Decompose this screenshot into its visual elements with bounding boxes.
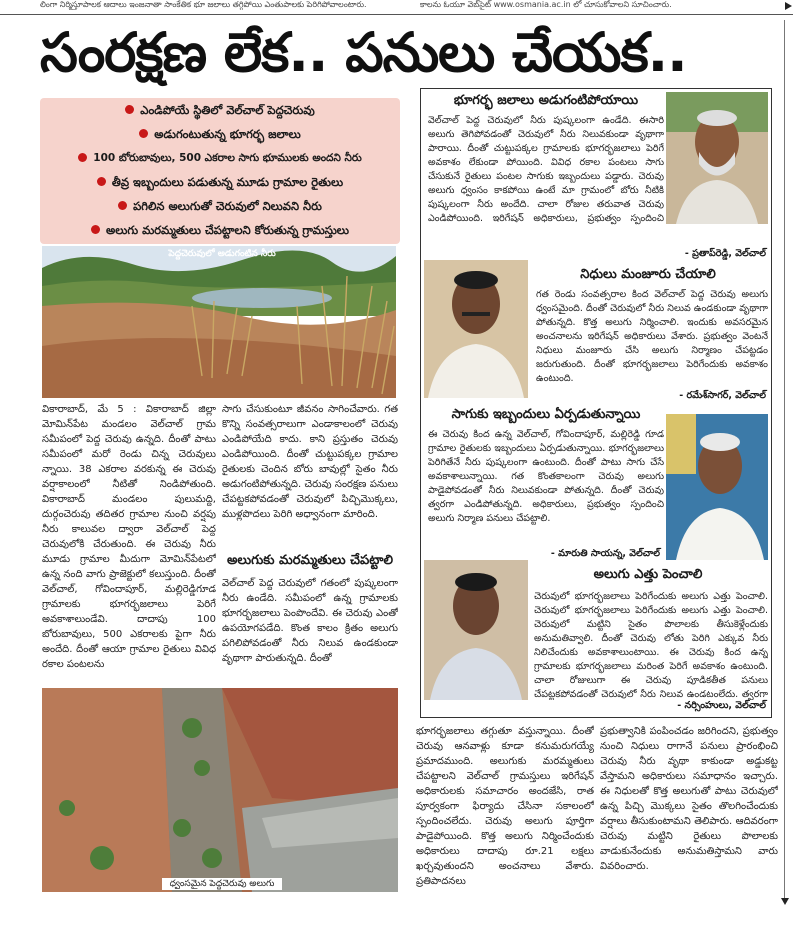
article-column-3: భూగర్భజలాలు తగ్గుతూ వస్తున్నాయి. దీంతో చెరువు ఆనవాళ్లు కూడా కనుమరుగయ్యే ప్రమాదముంది. అలుగుకు మరమ్మతులు చేపట్టాలని వెల్‌చాల్ గ్రామస్తులు ఇరిగేషన్ అధికారులకు సమాచారం అందజేసి, రాత పూర్వకంగా ఫిర్యాదు చేసినా సకాలంలో స్పందించలేదు. చెరువు అలుగు పూర్తిగా పాడైపోయింది. కొత్త అలుగు నిర్మించేందుకు అధికారులు దాదాపు రూ.21 లక్షలు ఖర్చవుతుందని అంచనాలు వేశారు. ప్రతిపాదనలు [416,726,594,887]
quote-heading: సాగుకు ఇబ్బందులు ఏర్పడుతున్నాయి [451,407,641,422]
highlight-item: పగిలిన అలుగుతో చెరువులో నిలువని నీరు [40,196,400,216]
quote-signature: - ప్రతాప్‌రెడ్డి, వెల్‌చాల్ [684,248,766,259]
bullet-icon [97,177,106,186]
column-divider [784,20,785,900]
highlight-item: ఎండిపోయే స్థితిలో వెల్‌చాల్ పెద్దచెరువు [40,100,400,120]
headline: సంరక్షణ లేక.. పనులు చేయక.. [40,21,687,84]
quote-text: వెల్‌చాల్ పెద్ద చెరువులో నీరు పుష్కలంగా ఉండేది. ఈసారి అలుగు తెగిపోవడంతో చెరువులో నీరు నిలువకుండా వృథాగా పారాయి. దీంతో చుట్టుపక్కల గ్రామాలకు భూగర్భజలాలు పెరిగే అవకాశం లేకుండా పోయింది. వివిధ రకాల పంటలు సాగు చేసుకునే రైతులు పంటల సాగుకు ఇబ్బందులు పడ్డారు. చెరువు అలుగు ధ్వంసం కాకపోయి ఉంటే మా గ్రామంలో బోరు నీటికి పుష్కలంగా నీరు అందేది. చాలా రోజుల తరువాత చెరువు ఎండిపోయింది. ఇరిగేషన్ అధికారులు, ప్రభుత్వం స్పందించి [428,115,664,224]
quote-text: గత రెండు సంవత్సరాల కింద వెల్‌చాల్ పెద్ద చెరువు అలుగు ధ్వంసమైంది. దీంతో చెరువులో నీరు నిలువ ఉండకుండా వృథాగా పోతున్నది. కొత్త అలుగు నిర్మించాలి. ఇందుకు అవసరమైన అంచనాలను ఇరిగేషన్ అధికారులు వేశారు. ప్రభుత్వం వెంటనే నిధులు మంజూరు చేసి అలుగు నిర్మాణం చేపట్టడం జరుగుతుంది. దీంతో భూగర్భజలాలు పెరిగేందుకు అవకాశం ఉంటుంది. [536,289,768,384]
bullet-icon [118,201,127,210]
photo-caption-top: పెద్దచెరువులో అడుగంటిన నీరు [168,249,276,259]
quote-text: ఈ చెరువు కింద ఉన్న వెల్‌చాల్, గోవిందాపూర్, మల్లిరెడ్డి గూడ గ్రామాల రైతులకు ఇబ్బందులు ఏర్పడుతున్నాయి. భూగర్భజలాలు పెరిగితేనే నీరు పుష్కలంగా ఉంటుంది. దీంతో పాటు సాగు చేసే అవకాశాలున్నాయి. గత కొంతకాలంగా చెరువు అలుగు పాడైపోవడంతో నీరు నిలువకుండా పోతున్నది. దీంతో చెరువు త్వరగా ఎండిపోతున్నది. అధికారులు, ప్రభుత్వం స్పందించి అలుగు నిర్మాణ పనులు చేపట్టాలి. [428,429,664,524]
highlight-item: అలుగు మరమ్మతులు చేపట్టాలని కోరుతున్న గ్రామస్తులు [40,220,400,240]
highlight-item: అడుగంటుతున్న భూగర్భ జలాలు [40,124,400,144]
bullet-icon [91,225,100,234]
continue-arrow-icon [785,2,792,10]
portrait-photo [424,260,528,398]
highlight-item: తీవ్ర ఇబ్బందులు పడుతున్న మూడు గ్రామాల రైతులు [40,172,400,192]
article-column-2: సాగు చేసుకుంటూ జీవనం సాగించేవారు. గత కొన్ని సంవత్సరాలుగా ఎండాకాలంలో చెరువు ఎండిపోయేది కాదు. కాని ప్రస్తుతం చెరువు ఎండిపోయింది. దీంతో చుట్టుపక్కల గ్రామాల రైతులకు చెందిన బోరు బావుల్లో సైతం నీరు అడుగంటిపోతున్నది. చెరువు సంరక్షణ పనులు చేపట్టకపోవడంతో చెరువులో పిచ్చిమొక్కలు, ముళ్లపొదలు పెరిగి అధ్వానంగా మారింది. [222,404,398,520]
article-column-2b: వెల్‌చాల్ పెద్ద చెరువులో గతంలో పుష్కలంగా నీరు ఉండేది. సమీపంలో ఉన్న గ్రామాలకు భూగర్భజలాలు పెంపొందేవి. ఈ చెరువు ఎంతో ఉపయోగపడేది. కొంత కాలం క్రితం అలుగు పగిలిపోవడంతో నీరు నిలువ ఉండకుండా వృథాగా పారుతున్నది. దీంతో [222,578,398,664]
bullet-icon [125,105,134,114]
quote-heading: నిధులు మంజూరు చేయాలి [580,267,716,282]
continue-down-arrow-icon [781,898,789,905]
quote-heading: అలుగు ఎత్తు పెంచాలి [593,567,703,582]
quote-text: చెరువులో భూగర్భజలాలు పెరిగేందుకు అలుగు ఎత్తు పెంచాలి. చెరువులో భూగర్భజలాలు పెరిగేందుకు అలుగు ఎత్తు పెంచాలి. చెరువులో మట్టిని సైతం పొలాలకు తీసుకెళ్లేందుకు అనుమతివ్వాలి. దీంతో చెరువు లోతు పెరిగి ఎక్కువ నీరు నిలిచేందుకు అవకాశాలుంటాయి. ఈ చెరువు కింద ఉన్న గ్రామాలకు భూగర్భజలాలు మరింత పెరిగే అవకాశం ఉంటుంది. చాలా రోజులుగా ఈ చెరువు పూడికతీత పనులు చేపట్టకపోవడంతో చెరువులో నీరు నిలువ ఉండటంలేదు. త్వరగా [534,591,768,700]
highlight-item: 100 బోరుబావులు, 500 ఎకరాల సాగు భూములకు అందని నీరు [40,148,400,168]
quote-signature: - రమేశ్‌సాగర్, వెల్‌చాల్ [679,390,766,401]
quote-signature: - మారుతి సాయన్న, వెల్‌చాల్ [550,548,660,559]
dry-lake-photo [42,246,396,398]
broken-weir-photo [42,688,398,892]
portrait-photo [424,560,528,700]
photo-caption-bottom: ధ్వంసమైన పెద్దచెరువు అలుగు [162,878,282,890]
article-subheading: అలుగుకు మరమ్మతులు చేపట్టాలి [227,553,393,568]
top-strip [0,0,800,14]
article-column-1: వికారాబాద్, మే 5 : వికారాబాద్ జిల్లా మోమిన్‌పేట మండలం వెల్‌చాల్ గ్రామ సమీపంలో పెద్ద చెరువు ఉన్నది. దీంతో పాటు సమీపంలో మరో రెండు చిన్న చెరువులు న్నాయి. 38 ఎకరాల వరకున్న ఈ చెరువు వర్షాకాలంలో నీటితో నిండిపోతుంది. వికారాబాద్ మండలం పులుమద్ది, దుర్గంచెరువు తదితర గ్రామాల నుంచి వర్షపు నీరు కాలువల ద్వారా వెల్‌చాల్ పెద్ద చెరువులోకి చేరుతుంది. ఈ చెరువు నీరు మూడు గ్రామాల మీదుగా మోమిన్‌పేటలో ఉన్న నంది వాగు ప్రాజెక్టులో కలుస్తుంది. దీంతో వెల్‌చాల్, గోవిందాపూర్, మల్లిరెడ్డిగూడ గ్రామాలకు భూగర్భజలాలు పెరిగే అవకాశాలుండేవి. దాదాపు 100 బోరుబావులు, 500 ఎకరాలకు పైగా నీరు అందేది. దీంతో ఆయా గ్రామాల రైతులు వివిధ రకాల పంటలను [42,404,216,670]
quote-heading: భూగర్భ జలాలు అడుగంటిపోయాయి [453,93,639,108]
top-divider [0,14,793,15]
quote-text-continued [428,226,768,242]
highlights-box [40,98,400,244]
bullet-icon [139,129,148,138]
portrait-photo [666,414,768,560]
top-strip-left-text: లింగా నిర్మిస్తూపాలక ఆదాలు ఇంజనాతా సాంకేతిక భూ జలాలు తగ్గిపోయి ఎంతుపాలకు పెరిగిపోవాలంటారు. [40,0,367,9]
portrait-photo [666,92,768,224]
bullet-icon [78,153,87,162]
top-strip-right-text: కాలను ఓయూ వెబ్‌సైట్ www.osmania.ac.in లో చూసుకోవాలని సూచించారు. [420,0,672,9]
article-column-4: ప్రభుత్వానికి పంపించడం జరిగిందని, ప్రభుత్వం నుంచి నిధులు రాగానే పనులు ప్రారంభించి చెరువు నీరు వృథా కాకుండా అడ్డుకట్ట వేస్తామని అధికారులు సమాధానం ఇచ్చారు. ఈ నిధులతో కొత్త అలుగుతో పాటు చెరువులో ఉన్న పిచ్చి మొక్కలు సైతం తొలగించేందుకు వర్షాలు తీసుకుంటామని తెలిపారు. ఆదివరంగా చెరువు మట్టిని రైతులు పొలాలకు వాడుకునేందుకు అనుమతిస్తామని వారు వివరించారు. [600,726,778,872]
quote-signature: - నర్సింహులు, వెల్‌చాల్ [677,700,766,711]
